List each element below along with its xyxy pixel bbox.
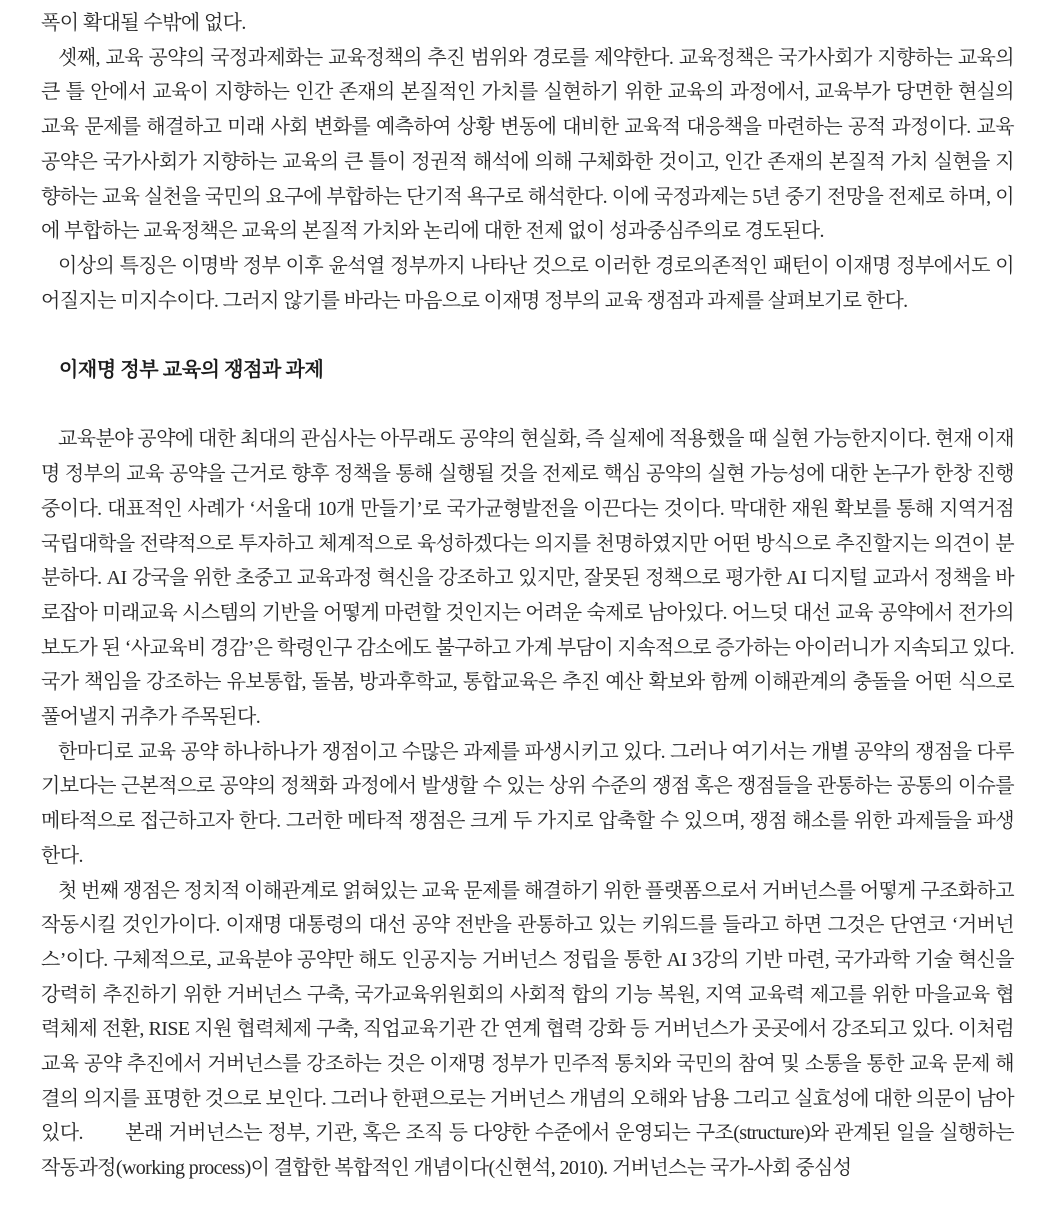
paragraph: 첫 번째 쟁점은 정치적 이해관계로 얽혀있는 교육 문제를 해결하기 위한 플랫폼으로서 거버넌스를 어떻게 구조화하고 작동시킬 것인가이다. 이재명 대통령의 대선 공약 전반을 관통하고 있는 키워드를 들라고 하면 그것은 단연코 ‘거버넌스’이다. 구체적으로, 교육분야 공약만 해도 인공지능 거버넌스 정립을 통한 AI 3강의 기반 마련, 국가과학 기술 혁신을 강력히 추진하기 위한 거버넌스 구축, 국가교육위원회의 사회적 합의 기능 복원, 지역 교육력 제고를 위한 마을교육 협력체제 전환, RISE 지원 협력체제 구축, 직업교육기관 간 연계 협력 강화 등 거버넌스가 곳곳에서 강조되고 있다. 이처럼 교육 공약 추진에서 거버넌스를 강조하는 것은 이재명 정부가 민주적 통치와 국민의 참여 및 소통을 통한 교육 문제 해결의 의지를 표명한 것으로 보인다. 그러나 한편으로는 거버넌스 개념의 오해와 남용 그리고 실효성에 대한 의문이 남아있다. 본래 거버넌스는 정부, 기관, 혹은 조직 등 다양한 수준에서 운영되는 구조(structure)와 관계된 일을 실행하는 작동과정(working process)이 결합한 복합적인 개념이다(신현석, 2010). 거버넌스는 국가-사회 중심성 — [41, 879, 1014, 1180]
paragraph: 한마디로 교육 공약 하나하나가 쟁점이고 수많은 과제를 파생시키고 있다. 그러나 여기서는 개별 공약의 쟁점을 다루기보다는 근본적으로 공약의 정책화 과정에서 발생할 수 있는 상위 수준의 쟁점 혹은 쟁점들을 관통하는 공통의 이슈를 메타적으로 접근하고자 한다. 그러한 메타적 쟁점은 크게 두 가지로 압축할 수 있으며, 쟁점 해소를 위한 과제들을 파생한다. — [41, 740, 1014, 867]
paragraph: 셋째, 교육 공약의 국정과제화는 교육정책의 추진 범위와 경로를 제약한다. 교육정책은 국가사회가 지향하는 교육의 큰 틀 안에서 교육이 지향하는 인간 존재의 본질적인 가치를 실현하기 위한 교육의 과정에서, 교육부가 당면한 현실의 교육 문제를 해결하고 미래 사회 변화를 예측하여 상황 변동에 대비한 교육적 대응책을 마련하는 공적 과정이다. 교육 공약은 국가사회가 지향하는 교육의 큰 틀이 정권적 해석에 의해 구체화한 것이고, 인간 존재의 본질적 가치 실현을 지향하는 교육 실천을 국민의 요구에 부합하는 단기적 욕구로 해석한다. 이에 국정과제는 5년 중기 전망을 전제로 하며, 이에 부합하는 교육정책은 교육의 본질적 가치와 논리에 대한 전제 없이 성과중심주의로 경도된다. — [41, 46, 1014, 243]
section-heading: 이재명 정부 교육의 쟁점과 과제 — [59, 359, 324, 382]
paragraph-continuation: 폭이 확대될 수밖에 없다. — [41, 12, 246, 34]
paragraph: 교육분야 공약에 대한 최대의 관심사는 아무래도 공약의 현실화, 즉 실제에 적용했을 때 실현 가능한지이다. 현재 이재명 정부의 교육 공약을 근거로 향후 정책을 통해 실행될 것을 전제로 핵심 공약의 실현 가능성에 대한 논구가 한창 진행 중이다. 대표적인 사례가 ‘서울대 10개 만들기’로 국가균형발전을 이끈다는 것이다. 막대한 재원 확보를 통해 지역거점 국립대학을 전략적으로 투자하고 체계적으로 육성하겠다는 의지를 천명하였지만 어떤 방식으로 추진할지는 의견이 분분하다. AI 강국을 위한 초중고 교육과정 혁신을 강조하고 있지만, 잘못된 정책으로 평가한 AI 디지털 교과서 정책을 바로잡아 미래교육 시스템의 기반을 어떻게 마련할 것인지는 어려운 숙제로 남아있다. 어느덧 대선 교육 공약에서 전가의 보도가 된 ‘사교육비 경감’은 학령인구 감소에도 불구하고 가계 부담이 지속적으로 증가하는 아이러니가 지속되고 있다. 국가 책임을 강조하는 유보통합, 돌봄, 방과후학교, 통합교육은 추진 예산 확보와 함께 이해관계의 충돌을 어떤 식으로 풀어낼지 귀추가 주목된다. — [41, 428, 1014, 729]
paragraph: 이상의 특징은 이명박 정부 이후 윤석열 정부까지 나타난 것으로 이러한 경로의존적인 패턴이 이재명 정부에서도 이어질지는 미지수이다. 그러지 않기를 바라는 마음으로 이재명 정부의 교육 쟁점과 과제를 살펴보기로 한다. — [41, 254, 1014, 312]
